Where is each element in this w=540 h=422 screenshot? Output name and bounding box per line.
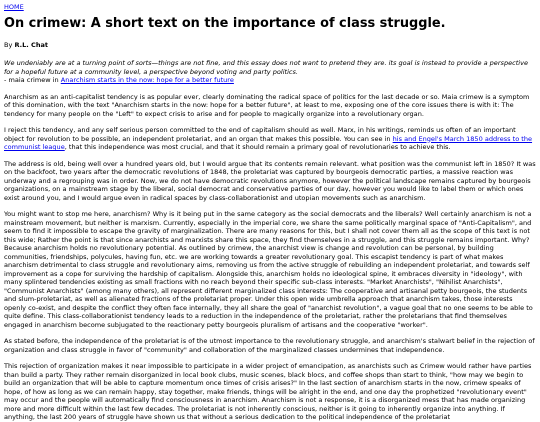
paragraph-4: You might want to stop me here, anarchism? Why is it being put in the same category as the social democrats and the liberals? Well certainly anarchism is not a mainstream movement, but neither is marxism. Currently, especially in the imperial core, we share the same politically marginal space of "Anti-Capitalism", and seem to find it impossible to escape the gravity of marginalization. There are many reasons for this, but I shall not cover them all as the scope of this text is not this wide; Rather the point is that since anarchists and marxists share this space, they find themselves in a struggle, and this struggle remains important. Why? Because anarchism holds no revolutionary potential. As outlined by crimew, the anarchist view is change and revolution can be personal, by building communities, friendships, polycules, having fun, etc. we are working towards a greater revolutionary goal. This escapist tendency is part of what makes anarchism detrimental to class struggle and revolutionary aims, removing us from the active struggle of rebuilding an independent proletariat, and towards self improvement as a cope for surviving the hardship of capitalism. Alongside this, anarchism holds no ideological spine, it embraces diversity in "ideology", with many splintered tendencies existing as small fractions with no reach beyond their specific sub-class interests. "Market Anarchists", "Nihilist Anarchists", "Communist Anarchists" (among many others), all represent different marginalized class interests: The cooperative and artisanal petty bourgeois, the students and slum-proletariat, as well as alienated fractions of the proletariat proper. Under this open wide umbrella approach that anarchism takes, those interests openly co-exist, and despite the conflict they often face internally, they all share the goal of "anarchist revolution", a vague goal that no one seems to be able to quite define. This class-collaborationist tendency leads to a reduction in the independence of the proletariat, rather the proletarians that find themselves engaged in anarchism become subjugated to the reactionary petty bourgeois pluralism of artisans and the cooperative "worker". xyxy=(4,210,533,329)
paragraph-6: This rejection of organization makes it near impossible to participate in a wider project of emancipation, as anarchists such as Crimew would rather have parties than build a party. They rather remain disorganized in local book clubs, music scenes, black blocs, and coffee shops than start to think, "how may we begin to build an organization that will be able to capture momentum once times of crisis arises?" In the last section of anarchism starts in the now, crimew speaks of hope, of how as long as we can remain happy, stay together, make friends, things will be alright in the end, and one day the prophetized "revolutionary event" may occur and the people will automatically find consciousness in anarchism. Anarchism is not a response, it is a disorganized mess that has made organizing more and more difficult within the last few decades. The proletariat is not inherently conscious, neither is it going to inherently organize into anything. If anything, the last 200 years of struggle have shown us that without a serious dedication to the political independence of the proletariat xyxy=(4,362,532,421)
epigraph-attribution xyxy=(4,76,536,85)
epigraph-quote: We undeniably are at a turning point of sorts—things are not fine, and this essay does not want to pretend they are. its goal is instead to provide a perspective for a hopeful future at a community level, a perspective beyond voting and party politics. xyxy=(4,59,529,76)
byline-prefix: By xyxy=(4,41,15,49)
paragraph-2 xyxy=(4,126,536,152)
document-page xyxy=(0,3,540,421)
marx-address-link[interactable]: his and Engel's March 1850 address to the communist league xyxy=(4,134,533,151)
page-title: On crimew: A short text on the importance of class struggle. xyxy=(4,16,446,31)
home-link[interactable]: HOME xyxy=(4,3,24,11)
byline xyxy=(4,41,536,50)
paragraph-2-text-a: I reject this tendency, and any self serious person committed to the end of capitalism should as well. Marx, in his writings, reminds us often of an important object for revolution to be possible, an independent proletariat, and an organ that makes this possible. You can see in xyxy=(4,126,516,143)
paragraph-3: The address is old, being well over a hundred years old, but I would argue that its contents remain relevant. what position was the communist left in 1850? It was on the backfoot, two years after the democratic revolutions of 1848, the proletariat was captured by bourgeois democratic parties, a massive reaction was underway and a regrouping was in order. Now, we do not have democratic revolutions anymore, however the political landscape remains captured by bourgeois organizations, on a mainstream stage by the liberal, social democrat and conservative parties of our day, however you would like to label them or which ones exist around you, and I would argue even in radical spaces by class-collaborationist and utopian movements such as anarchism. xyxy=(4,159,536,202)
attribution-prefix: - maia crimew in xyxy=(4,76,61,84)
paragraph-5: As stated before, the independence of the proletariat is of the utmost importance to the revolutionary struggle, and anarchism's stalwart belief in the rejection of organization and class struggle in favor of "community" and collaboration of the marginalized classes undermines that independence. xyxy=(4,337,535,354)
paragraph-1: Anarchism as an anti-capitalist tendency is as popular ever, clearly dominating the radical space of politics for the last decade or so. Maia crimew is a symptom of this domination, with the text "Anarchism starts in the now: hope for a better future", at least to me, exposing one of the core issues there is with it: The tendency for many people on the "Left" to expect crisis to arise and for people to magically organize into a revolutionary organ. xyxy=(4,92,530,118)
byline-author: R.L. Chat xyxy=(14,41,49,49)
attribution-link[interactable]: Anarchism starts in the now: hope for a better future xyxy=(60,76,234,84)
paragraph-2-text-b: , that this independence was most crucial, and that it should remain a primary goal of revolutionaries to achieve this. xyxy=(64,143,451,151)
